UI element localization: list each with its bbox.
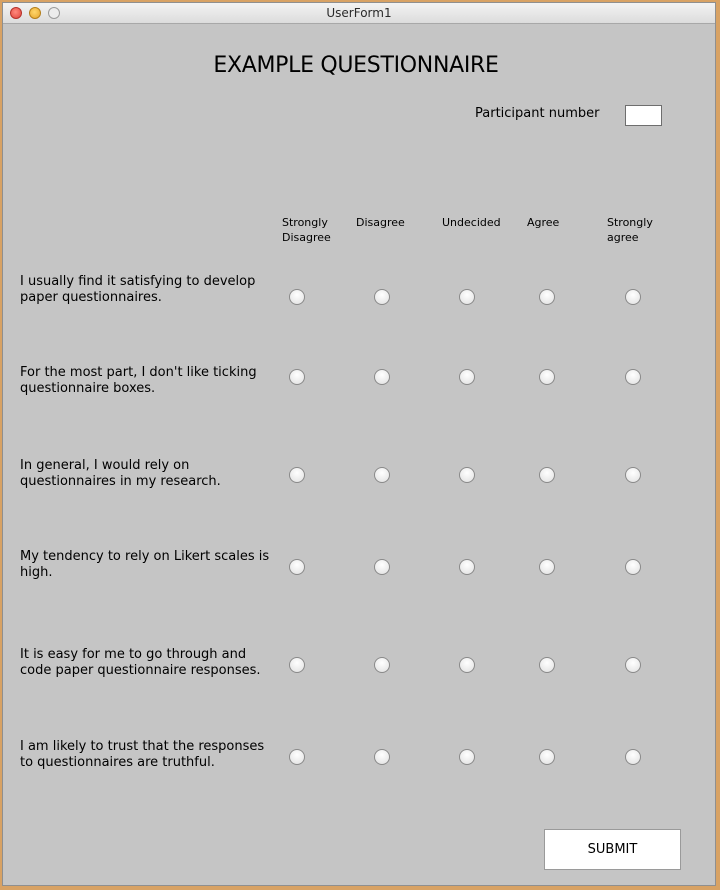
scale-header-agree: Agree bbox=[527, 216, 560, 229]
q4-strongly-disagree-radio[interactable] bbox=[289, 559, 305, 575]
q2-strongly-agree-radio[interactable] bbox=[625, 369, 641, 385]
q1-undecided-radio[interactable] bbox=[459, 289, 475, 305]
q6-strongly-agree-radio[interactable] bbox=[625, 749, 641, 765]
participant-number-input[interactable] bbox=[625, 105, 662, 126]
q5-strongly-disagree-radio[interactable] bbox=[289, 657, 305, 673]
q3-undecided-radio[interactable] bbox=[459, 467, 475, 483]
q5-strongly-agree-radio[interactable] bbox=[625, 657, 641, 673]
q1-disagree-radio[interactable] bbox=[374, 289, 390, 305]
scale-header-disagree: Disagree bbox=[356, 216, 405, 229]
q5-disagree-radio[interactable] bbox=[374, 657, 390, 673]
q5-undecided-radio[interactable] bbox=[459, 657, 475, 673]
q3-disagree-radio[interactable] bbox=[374, 467, 390, 483]
q4-disagree-radio[interactable] bbox=[374, 559, 390, 575]
q3-strongly-agree-radio[interactable] bbox=[625, 467, 641, 483]
form-title: EXAMPLE QUESTIONNAIRE bbox=[213, 53, 499, 78]
participant-number-label: Participant number bbox=[475, 106, 600, 121]
q4-undecided-radio[interactable] bbox=[459, 559, 475, 575]
question-4-text: My tendency to rely on Likert scales is high. bbox=[20, 549, 270, 580]
q6-agree-radio[interactable] bbox=[539, 749, 555, 765]
q1-strongly-disagree-radio[interactable] bbox=[289, 289, 305, 305]
q3-agree-radio[interactable] bbox=[539, 467, 555, 483]
scale-header-undecided: Undecided bbox=[442, 216, 501, 229]
q6-undecided-radio[interactable] bbox=[459, 749, 475, 765]
question-6-text: I am likely to trust that the responses to questionnaires are truthful. bbox=[20, 739, 265, 770]
q2-disagree-radio[interactable] bbox=[374, 369, 390, 385]
question-2-text: For the most part, I don't like ticking questionnaire boxes. bbox=[20, 365, 257, 396]
q1-strongly-agree-radio[interactable] bbox=[625, 289, 641, 305]
q5-agree-radio[interactable] bbox=[539, 657, 555, 673]
question-3-text: In general, I would rely on questionnaires in my research. bbox=[20, 458, 221, 489]
q6-disagree-radio[interactable] bbox=[374, 749, 390, 765]
q2-strongly-disagree-radio[interactable] bbox=[289, 369, 305, 385]
userform-window bbox=[2, 2, 716, 886]
title-bar bbox=[3, 3, 715, 24]
scale-header-strongly-agree: Strongly agree bbox=[607, 216, 653, 244]
q1-agree-radio[interactable] bbox=[539, 289, 555, 305]
q4-strongly-agree-radio[interactable] bbox=[625, 559, 641, 575]
q4-agree-radio[interactable] bbox=[539, 559, 555, 575]
q2-agree-radio[interactable] bbox=[539, 369, 555, 385]
q3-strongly-disagree-radio[interactable] bbox=[289, 467, 305, 483]
q2-undecided-radio[interactable] bbox=[459, 369, 475, 385]
question-5-text: It is easy for me to go through and code paper questionnaire responses. bbox=[20, 647, 261, 678]
submit-button[interactable]: SUBMIT bbox=[544, 829, 681, 870]
window-title: UserForm1 bbox=[326, 6, 392, 20]
q6-strongly-disagree-radio[interactable] bbox=[289, 749, 305, 765]
question-1-text: I usually find it satisfying to develop paper questionnaires. bbox=[20, 274, 256, 305]
scale-header-strongly-disagree: Strongly Disagree bbox=[282, 216, 331, 244]
